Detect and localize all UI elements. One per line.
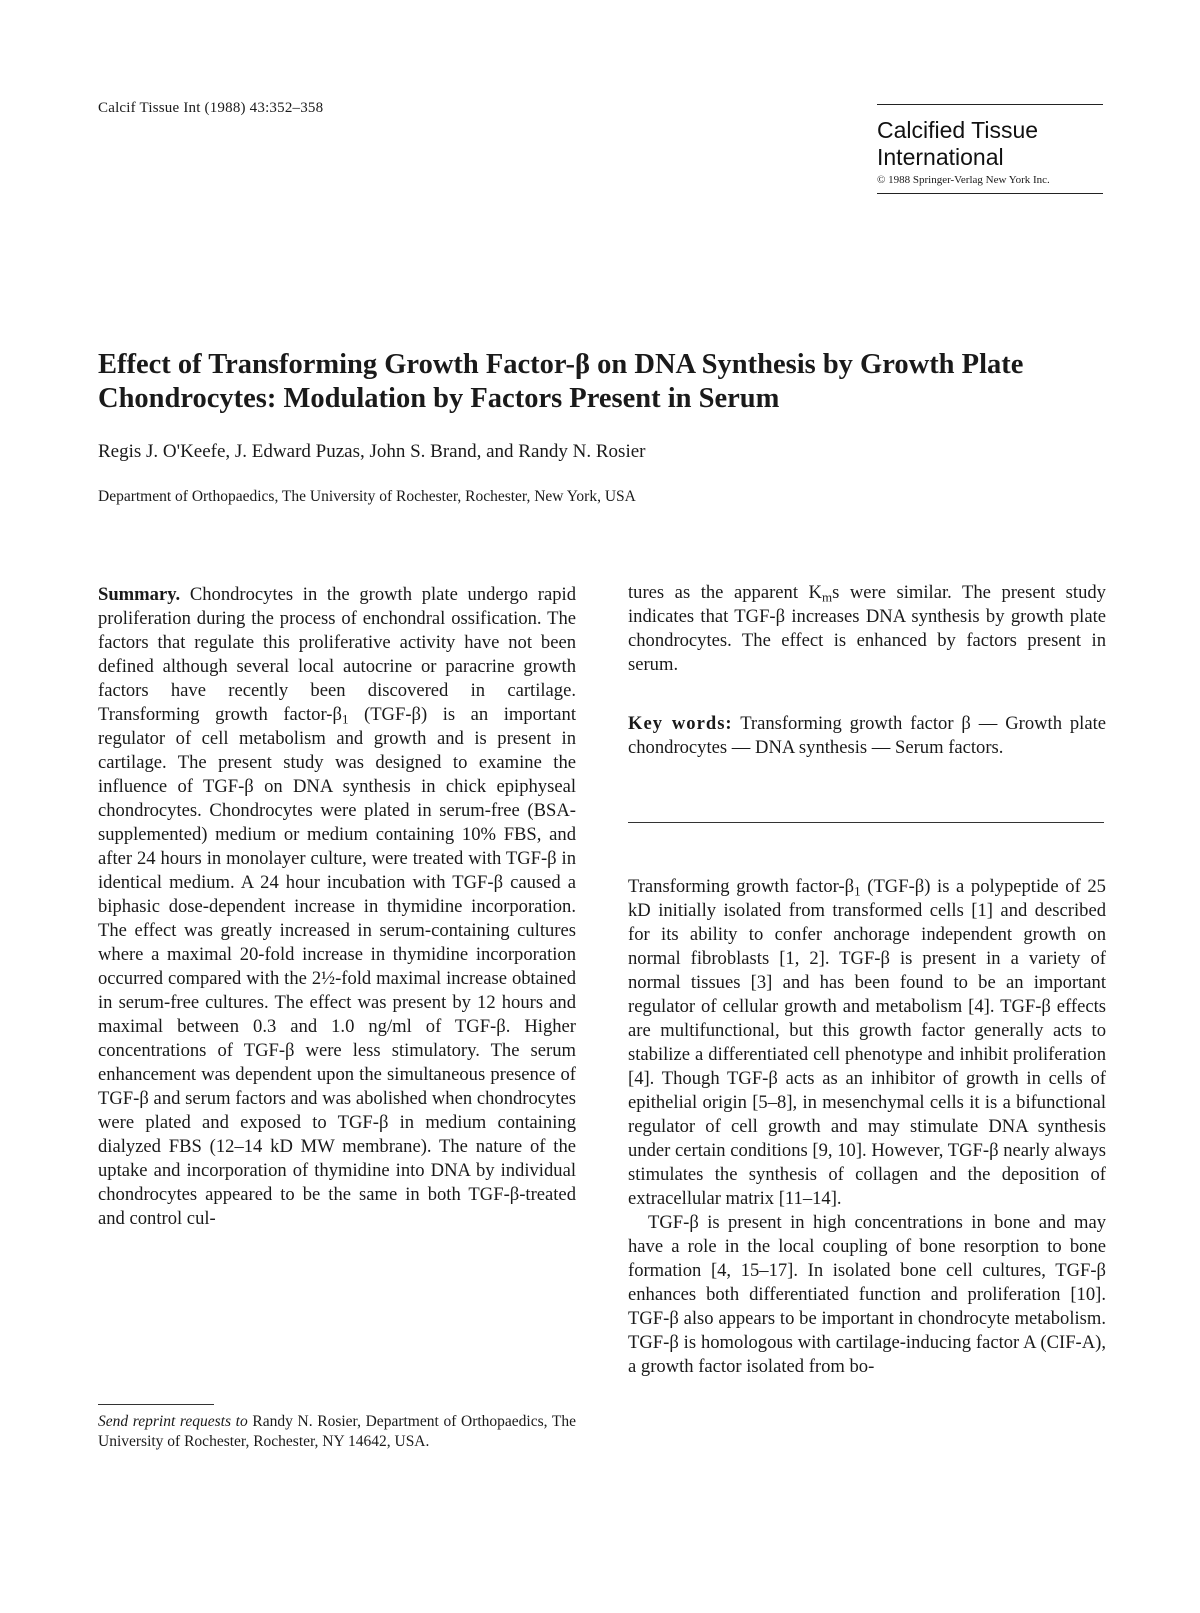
section-divider bbox=[628, 822, 1104, 823]
footnote-label: Send reprint requests to bbox=[98, 1413, 248, 1430]
footnote-text: Randy N. Rosier, Department of Orthopaedics, The University of Rochester, Rochester, NY 14642, USA. bbox=[98, 1413, 576, 1450]
summary-continuation-subscript: m bbox=[821, 589, 833, 605]
article-title-line1: Effect of Transforming Growth Factor-β on DNA Synthesis by Growth Plate bbox=[98, 349, 1024, 380]
summary-label: Summary. bbox=[98, 584, 181, 605]
intro-paragraph-1 bbox=[628, 875, 1106, 1211]
journal-copyright: © 1988 Springer-Verlag New York Inc. bbox=[877, 174, 1050, 186]
article-title bbox=[98, 348, 1108, 416]
reprint-footnote bbox=[98, 1412, 576, 1452]
summary-paragraph bbox=[98, 583, 576, 1231]
summary-continuation-part1: tures as the apparent K bbox=[628, 582, 822, 603]
summary-text-part1: Chondrocytes in the growth plate undergo rapid proliferation during the process of enchondral ossification. The factors that regulate this proliferative activity have not been defined although several local autocrine or paracrine growth factors have recently been discovered in cartilage. Transforming growth factor-β bbox=[98, 584, 576, 725]
journal-name-line1: Calcified Tissue bbox=[877, 117, 1039, 143]
introduction-column bbox=[628, 875, 1106, 1379]
footnote-rule bbox=[98, 1404, 214, 1405]
journal-masthead bbox=[877, 104, 1103, 194]
keywords bbox=[628, 712, 1106, 760]
keywords-text: Transforming growth factor β — Growth plate chondrocytes — DNA synthesis — Serum factors. bbox=[628, 713, 1107, 758]
article-affiliation: Department of Orthopaedics, The University of Rochester, Rochester, New York, USA bbox=[98, 488, 636, 505]
summary-column bbox=[98, 583, 576, 1231]
summary-continuation-part2: s were similar. The present study indicates that TGF-β increases DNA synthesis by growth plate chondrocytes. The effect is enhanced by factors present in serum. bbox=[628, 582, 1106, 675]
summary-continuation-paragraph bbox=[628, 581, 1106, 677]
summary-subscript: 1 bbox=[341, 711, 349, 727]
intro-p1-subscript: 1 bbox=[854, 883, 861, 899]
intro-p1-part1: Transforming growth factor-β bbox=[628, 876, 855, 897]
article-authors: Regis J. O'Keefe, J. Edward Puzas, John S. Brand, and Randy N. Rosier bbox=[98, 441, 646, 462]
keywords-label: Key words: bbox=[628, 713, 733, 734]
summary-text-part2: (TGF-β) is an important regulator of cell metabolism and growth and is present in cartilage. The present study was designed to examine the influence of TGF-β on DNA synthesis in chick epiphyseal chondrocytes. Chondrocytes were plated in serum-free (BSA-supplemented) medium or medium containing 10% FBS, and after 24 hours in monolayer culture, were treated with TGF-β in identical medium. A 24 hour incubation with TGF-β caused a biphasic dose-dependent increase in thymidine incorporation. The effect was greatly increased in serum-containing cultures where a maximal 20-fold increase in thymidine incorporation occurred compared with the 2½-fold maximal increase obtained in serum-free cultures. The effect was present by 12 hours and maximal between 0.3 and 1.0 ng/ml of TGF-β. Higher concentrations of TGF-β were less stimulatory. The serum enhancement was dependent upon the simultaneous presence of TGF-β and serum factors and was abolished when chondrocytes were plated and exposed to TGF-β in medium containing dialyzed FBS (12–14 kD MW membrane). The nature of the uptake and incorporation of thymidine into DNA by individual chondrocytes appeared to be the same in both TGF-β-treated and control cul- bbox=[98, 704, 576, 1229]
intro-paragraph-2: TGF-β is present in high concentrations in bone and may have a role in the local coupling of bone resorption to bone formation [4, 15–17]. In isolated bone cell cultures, TGF-β enhances both differentiated function and proliferation [10]. TGF-β also appears to be important in chondrocyte metabolism. TGF-β is homologous with cartilage-inducing factor A (CIF-A), a growth factor isolated from bo- bbox=[628, 1212, 1106, 1377]
intro-p1-part2: (TGF-β) is a polypeptide of 25 kD initially isolated from transformed cells [1] and described for its ability to confer anchorage independent growth on normal fibroblasts [1, 2]. TGF-β is present in a variety of normal tissues [3] and has been found to be an important regulator of cellular growth and metabolism [4]. TGF-β effects are multifunctional, but this growth factor generally acts to stabilize a differentiated cell phenotype and inhibit proliferation [4]. Though TGF-β acts as an inhibitor of growth in cells of epithelial origin [5–8], in mesenchymal cells it is a bifunctional regulator of cell growth and may stimulate DNA synthesis under certain conditions [9, 10]. However, TGF-β nearly always stimulates the synthesis of collagen and the deposition of extracellular matrix [11–14]. bbox=[628, 876, 1106, 1209]
article-title-line2: Chondrocytes: Modulation by Factors Present in Serum bbox=[98, 383, 780, 414]
journal-citation: Calcif Tissue Int (1988) 43:352–358 bbox=[98, 100, 324, 116]
summary-continuation bbox=[628, 581, 1106, 677]
journal-name-line2: International bbox=[877, 144, 1004, 170]
